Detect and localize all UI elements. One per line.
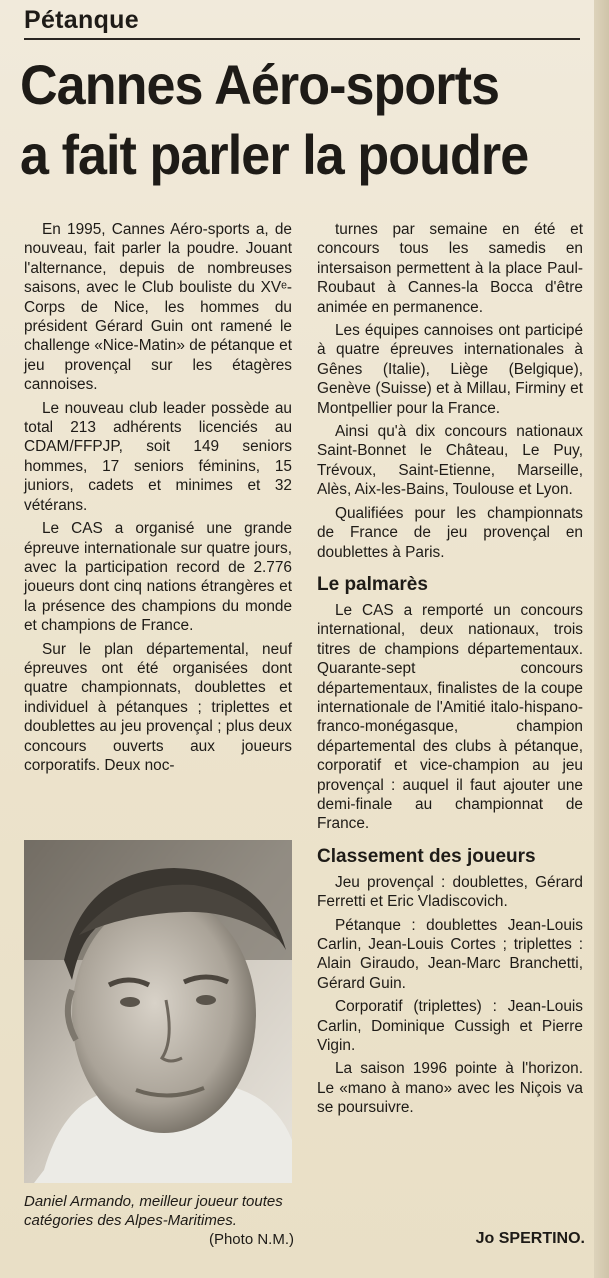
caption-text: Daniel Armando, meilleur joueur toutes catégories des Alpes-Maritimes.	[24, 1193, 283, 1229]
headline-line-1: Cannes Aéro-sports	[20, 53, 500, 116]
headline-line-2: a fait parler la poudre	[20, 123, 529, 186]
paragraph: turnes par semaine en été et concours tous les samedis en intersaison permettent à la place Paul-Roubaut à Cannes-la Bocca d'être animée en permanence.	[317, 221, 583, 316]
photo-caption	[24, 1192, 294, 1249]
paragraph: Les équipes cannoises ont participé à quatre épreuves internationales à Gênes (Italie), Liège (Belgique), Genève (Suisse) et à Millau, Firminy et Montpellier pour la France.	[317, 322, 583, 417]
subheading-classement: Classement des joueurs	[317, 845, 536, 867]
subheading-palmares: Le palmarès	[317, 573, 428, 595]
portrait-image	[24, 840, 292, 1183]
paragraph: Jeu provençal : doublettes, Gérard Ferretti et Eric Vladiscovich.	[317, 873, 583, 911]
article-headline	[20, 50, 555, 190]
portrait-photo	[24, 840, 292, 1183]
paragraph: Sur le plan départemental, neuf épreuves ont été organisées dont quatre championnats, doublettes et individuel à pétanques ; triplettes et doublettes au jeu provençal ; plus deux concours ouverts aux joueurs corporatifs. Deux noc-	[24, 640, 292, 774]
rubric-divider	[24, 38, 580, 40]
paragraph: Le nouveau club leader possède au total 213 adhérents licenciés au CDAM/FFPJP, soit 149 seniors hommes, 17 seniors féminins, 15 juniors, cadets et minimes et 32 vétérans.	[24, 399, 292, 514]
page-edge	[594, 0, 609, 1278]
paragraph: En 1995, Cannes Aéro-sports a, de nouveau, fait parler la poudre. Jouant l'alternance, depuis de nombreuses saisons, avec le Club bouliste du XVᵉ-Corps de Nice, les hommes du président Gérard Guin ont ramené le challenge «Nice-Matin» de pétanque et jeu provençal sur les étagères cannoises.	[24, 221, 292, 394]
paragraph: Pétanque : doublettes Jean-Louis Carlin, Jean-Louis Cortes ; triplettes : Alain Giraudo, Jean-Marc Branchetti, Gérard Guin.	[317, 916, 583, 992]
paragraph: Le CAS a organisé une grande épreuve internationale sur quatre jours, avec la participation record de 2.776 joueurs dont cinq nations étrangères et la présence des champions du monde et champions de France.	[24, 520, 292, 635]
article-column-1	[24, 220, 292, 779]
section-rubric: Pétanque	[24, 6, 139, 34]
paragraph: Corporatif (triplettes) : Jean-Louis Carlin, Dominique Cussigh et Pierre Vigin.	[317, 998, 583, 1055]
paragraph: Ainsi qu'à dix concours nationaux Saint-Bonnet le Château, Le Puy, Trévoux, Saint-Etienne, Marseille, Alès, Aix-les-Bains, Toulouse et Lyon.	[317, 423, 583, 499]
paragraph: Qualifiées pour les championnats de France de jeu provençal en doublettes à Paris.	[317, 504, 583, 561]
paragraph: Le CAS a remporté un concours international, deux nationaux, trois titres de champions départementaux. Quarante-sept concours départementaux, finalistes de la coupe internationale de l'Amitié italo-hispano-franco-monégasque, champion départemental des clubs à pétanque, corporatif et vice-champion au jeu provençal : auquel il faut ajouter une demi-finale au championnat de France.	[317, 601, 583, 833]
article-column-2	[317, 220, 583, 1122]
author-signature: Jo SPERTINO.	[475, 1230, 585, 1247]
photo-credit: (Photo N.M.)	[208, 1231, 294, 1248]
paragraph: La saison 1996 pointe à l'horizon. Le «mano à mano» avec les Niçois va se poursuivre.	[317, 1060, 583, 1117]
